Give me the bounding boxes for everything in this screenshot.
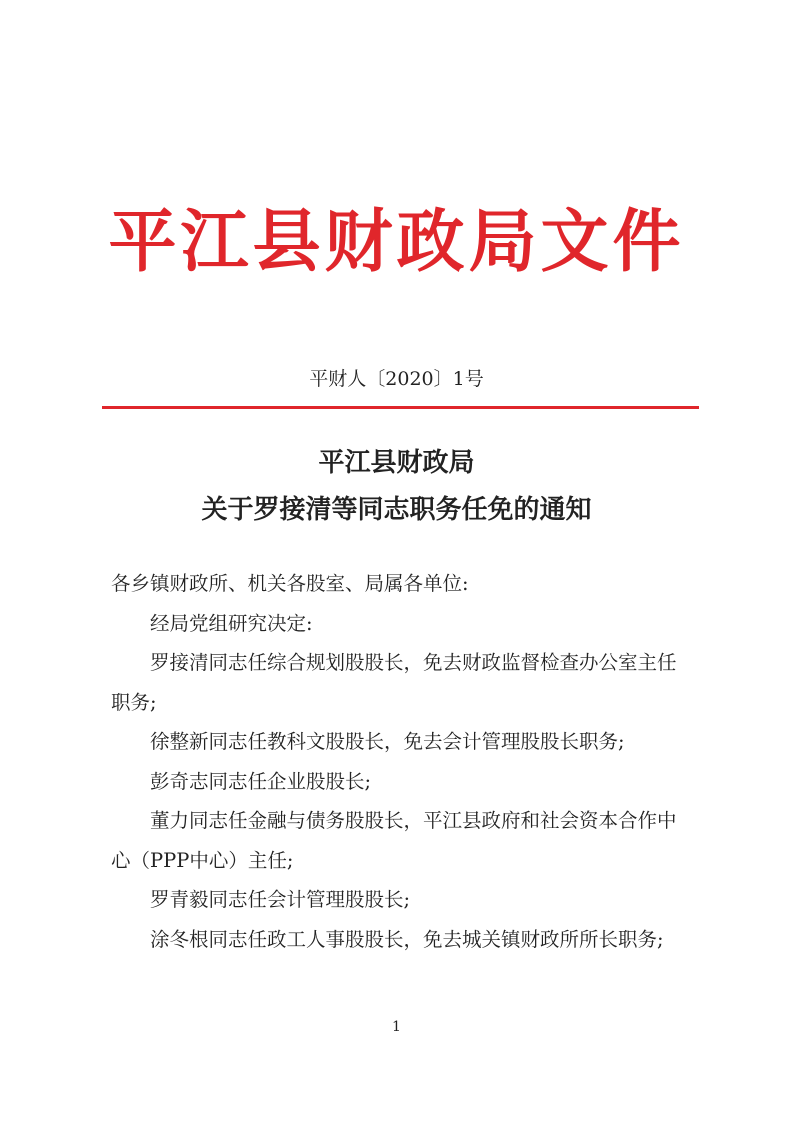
salutation: 各乡镇财政所、机关各股室、局属各单位: — [111, 572, 469, 595]
paragraph-appointment: 董力同志任金融与债务股股长，平江县政府和社会资本合作中心（PPP中心）主任; — [111, 809, 677, 872]
masthead-title: 平江县财政局文件 — [108, 203, 685, 282]
paragraph-appointment: 涂冬根同志任政工人事股股长，免去城关镇财政所所长职务; — [150, 927, 664, 951]
notice-body — [111, 564, 691, 959]
notice-title-line1: 平江县财政局 — [318, 448, 475, 478]
red-divider — [102, 406, 699, 409]
paragraph-appointment: 徐整新同志任教科文股股长，免去会计管理股股长职务; — [150, 730, 625, 753]
paragraph-appointment: 彭奇志同志任企业股股长; — [150, 769, 372, 793]
paragraph-decision: 经局党组研究决定: — [150, 611, 313, 635]
paragraph-appointment: 罗接清同志任综合规划股股长，免去财政监督检查办公室主任职务; — [111, 651, 677, 714]
page-number: 1 — [392, 1019, 401, 1035]
paragraph-appointment: 罗青毅同志任会计管理股股长; — [150, 888, 411, 911]
notice-title-line2: 关于罗接清等同志职务任免的通知 — [201, 495, 592, 525]
document-number: 平财人〔2020〕1号 — [309, 368, 484, 390]
